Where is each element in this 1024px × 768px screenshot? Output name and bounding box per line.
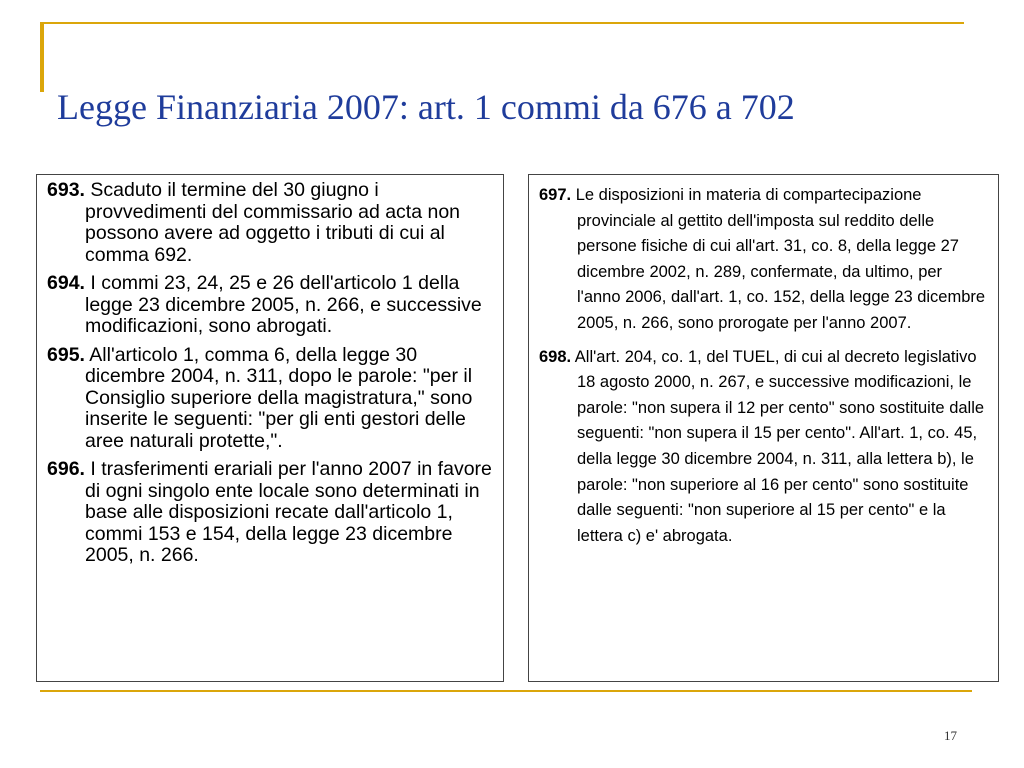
- clause-number: 693.: [47, 179, 85, 201]
- clause-number: 697.: [539, 186, 572, 204]
- clause-text: All'articolo 1, comma 6, della legge 30 dicembre 2004, n. 311, dopo le parole: "per il Consiglio superiore della magistratura," sono inserite le seguenti: "per gli enti gestori delle aree naturali protette,".: [84, 343, 473, 452]
- decorative-vertical-rule: [40, 22, 44, 92]
- clause-text: I trasferimenti erariali per l'anno 2007 in favore di ogni singolo ente locale sono determinati in base alle disposizioni recate dall'articolo 1, commi 153 e 154, della legge 23 dicembre 2005, n. 266.: [84, 458, 492, 566]
- left-text-box: [36, 174, 504, 682]
- clause-text: Le disposizioni in materia di compartecipazione provinciale al gettito dell'imposta sul reddito delle persone fisiche di cui all'art. 31, co. 8, della legge 27 dicembre 2002, n. 289, confermate, da ultimo, per l'anno 2006, dall'art. 1, co. 152, della legge 23 dicembre 2005, n. 266, sono prorogate per l'anno 2007.: [571, 186, 986, 332]
- clause-696: [47, 459, 493, 567]
- clause-text: I commi 23, 24, 25 e 26 dell'articolo 1 della legge 23 dicembre 2005, n. 266, e successive modificazioni, sono abrogati.: [84, 272, 482, 337]
- clause-695: [47, 345, 493, 453]
- clause-693: [47, 180, 493, 266]
- clause-694: [47, 273, 493, 338]
- clause-698: [539, 345, 988, 550]
- clause-number: 694.: [47, 272, 85, 294]
- right-text-box: [528, 174, 999, 682]
- clause-number: 695.: [47, 343, 85, 366]
- clause-text: Scaduto il termine del 30 giugno i provvedimenti del commissario ad acta non possono avere ad oggetto i tributi di cui al comma 692.: [84, 179, 461, 266]
- slide-title: Legge Finanziaria 2007: art. 1 commi da 676 a 702: [57, 87, 795, 127]
- clause-text: All'art. 204, co. 1, del TUEL, di cui al decreto legislativo 18 agosto 2000, n. 267, e successive modificazioni, le parole: "non supera il 12 per cento" sono sostituite dalle seguenti: "non supera il 15 per cento". All'art. 1, co. 45, della legge 30 dicembre 2004, n. 311, alla lettera b), le parole: "non superiore al 16 per cento" sono sostituite dalle seguenti: "non superiore al 15 per cento" e la lettera c) e' abrogata.: [571, 347, 985, 545]
- decorative-top-rule: [40, 22, 964, 24]
- decorative-bottom-rule: [40, 690, 972, 692]
- clause-number: 698.: [539, 347, 572, 366]
- page-number: 17: [944, 728, 957, 743]
- clause-697: [539, 183, 988, 337]
- clause-number: 696.: [47, 458, 85, 480]
